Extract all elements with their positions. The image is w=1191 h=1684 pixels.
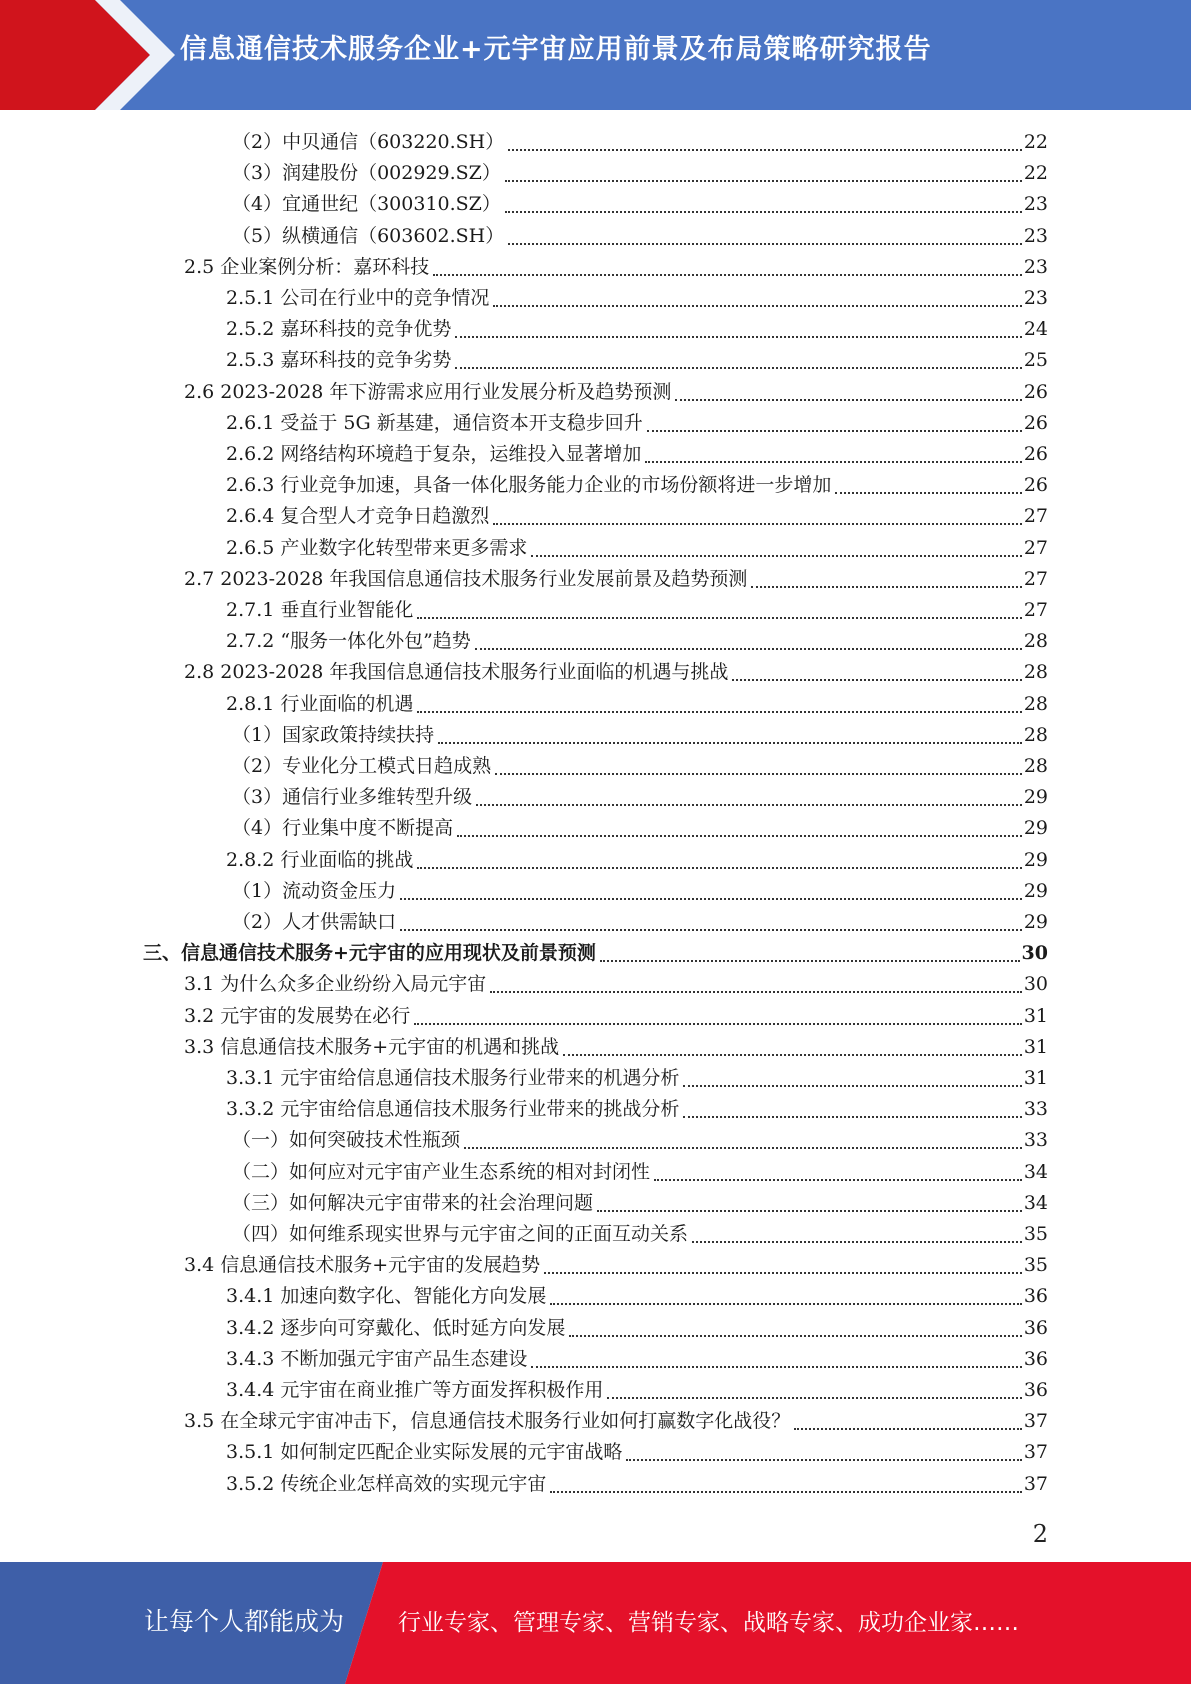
toc-entry[interactable] — [232, 720, 1048, 751]
toc-dot-leader — [607, 1396, 1021, 1399]
toc-entry-page: 24 — [1023, 318, 1048, 341]
toc-entry-title: 3.5 在全球元宇宙冲击下，信息通信技术服务行业如何打赢数字化战役？ — [184, 1410, 791, 1433]
toc-dot-leader — [475, 647, 1022, 650]
toc-entry-title: 3.3 信息通信技术服务+元宇宙的机遇和挑战 — [184, 1035, 560, 1058]
toc-dot-leader — [531, 1365, 1021, 1368]
toc-entry-title: 2.7.1 垂直行业智能化 — [226, 599, 414, 621]
toc-entry-page: 29 — [1023, 786, 1048, 809]
toc-entry-page: 28 — [1023, 692, 1048, 715]
toc-entry-title: 3.4.1 加速向数字化、智能化方向发展 — [226, 1285, 547, 1308]
toc-dot-leader — [732, 678, 1021, 681]
toc-dot-leader — [751, 585, 1021, 588]
toc-entry[interactable] — [226, 501, 1048, 532]
toc-entry-page: 23 — [1023, 193, 1048, 216]
toc-dot-leader — [835, 491, 1021, 494]
toc-entry-page: 26 — [1023, 380, 1048, 403]
toc-entry-title: 2.6.5 产业数字化转型带来更多需求 — [226, 536, 528, 559]
toc-entry-title: 2.6.4 复合型人才竞争日趋激烈 — [226, 505, 490, 528]
toc-entry-title: 2.5.1 公司在行业中的竞争情况 — [226, 287, 490, 309]
toc-entry[interactable] — [226, 345, 1048, 376]
report-title: 信息通信技术服务企业+元宇宙应用前景及布局策略研究报告 — [180, 34, 932, 65]
toc-entry-page: 29 — [1023, 848, 1048, 871]
toc-entry-page: 27 — [1023, 599, 1048, 621]
toc-entry[interactable] — [226, 470, 1048, 501]
toc-entry-title: 2.5.2 嘉环科技的竞争优势 — [226, 318, 452, 341]
toc-entry[interactable] — [226, 689, 1048, 720]
toc-dot-leader — [550, 1490, 1021, 1493]
toc-entry[interactable] — [226, 1313, 1048, 1344]
toc-entry[interactable] — [226, 439, 1048, 470]
toc-entry-page: 26 — [1023, 443, 1048, 465]
toc-entry[interactable] — [232, 1157, 1048, 1188]
toc-entry-title: 三、信息通信技术服务+元宇宙的应用现状及前景预测 — [143, 942, 596, 965]
toc-dot-leader — [508, 242, 1022, 245]
toc-dot-leader — [433, 273, 1022, 276]
toc-entry-page: 30 — [1023, 973, 1048, 996]
toc-entry-title: 2.8.2 行业面临的挑战 — [226, 848, 414, 871]
toc-dot-leader — [490, 990, 1022, 993]
toc-entry-title: （2）人才供需缺口 — [232, 911, 397, 933]
toc-entry-page: 35 — [1023, 1254, 1048, 1277]
toc-dot-leader — [476, 803, 1022, 806]
toc-entry-page: 26 — [1023, 474, 1048, 497]
toc-entry[interactable] — [226, 1344, 1048, 1375]
toc-entry-title: 3.3.1 元宇宙给信息通信技术服务行业带来的机遇分析 — [226, 1067, 680, 1089]
toc-entry[interactable] — [232, 876, 1048, 907]
footer-slogan-right: 行业专家、管理专家、营销专家、战略专家、成功企业家…… — [398, 1610, 1019, 1636]
toc-dot-leader — [597, 1209, 1022, 1212]
toc-entry[interactable] — [226, 1469, 1048, 1500]
toc-dot-leader — [794, 1427, 1022, 1430]
toc-entry-title: （3）润建股份（002929.SZ） — [232, 162, 501, 185]
toc-entry[interactable] — [226, 1375, 1048, 1406]
toc-dot-leader — [550, 1302, 1021, 1305]
toc-entry-title: 3.4.3 不断加强元宇宙产品生态建设 — [226, 1347, 528, 1370]
toc-entry[interactable] — [184, 1001, 1048, 1032]
toc-entry[interactable] — [226, 1281, 1048, 1312]
toc-entry-title: 3.4 信息通信技术服务+元宇宙的发展趋势 — [184, 1254, 541, 1277]
toc-entry[interactable] — [232, 158, 1048, 189]
toc-dot-leader — [563, 1053, 1022, 1056]
toc-entry-title: （四）如何维系现实世界与元宇宙之间的正面互动关系 — [232, 1223, 689, 1245]
toc-entry[interactable] — [226, 845, 1048, 876]
header-banner — [0, 0, 1191, 110]
toc-dot-leader — [417, 866, 1021, 869]
toc-entry[interactable] — [184, 1032, 1048, 1063]
toc-entry[interactable] — [226, 283, 1048, 314]
toc-entry-page: 37 — [1023, 1441, 1048, 1464]
toc-entry[interactable] — [226, 314, 1048, 345]
toc-dot-leader — [414, 1022, 1022, 1025]
toc-entry-page: 30 — [1021, 942, 1048, 965]
toc-dot-leader — [417, 616, 1021, 619]
toc-dot-leader — [675, 398, 1021, 401]
toc-dot-leader — [645, 460, 1021, 463]
toc-entry-title: 2.5 企业案例分析：嘉环科技 — [184, 255, 430, 278]
toc-entry-title: 2.6 2023-2028 年下游需求应用行业发展分析及趋势预测 — [184, 380, 672, 403]
toc-entry-title: （3）通信行业多维转型升级 — [232, 786, 473, 809]
toc-entry-page: 23 — [1023, 255, 1048, 278]
toc-entry-page: 36 — [1023, 1285, 1048, 1308]
toc-dot-leader — [600, 959, 1020, 962]
toc-entry[interactable] — [226, 595, 1048, 626]
toc-entry-page: 27 — [1023, 536, 1048, 559]
toc-entry[interactable] — [232, 127, 1048, 158]
toc-entry[interactable] — [184, 969, 1048, 1000]
toc-dot-leader — [455, 335, 1021, 338]
toc-entry[interactable] — [184, 252, 1048, 283]
toc-entry-page: 23 — [1023, 287, 1048, 309]
toc-entry[interactable] — [232, 1219, 1048, 1250]
toc-dot-leader — [626, 1458, 1021, 1461]
toc-entry-page: 23 — [1023, 224, 1048, 247]
toc-entry-title: （1）国家政策持续扶持 — [232, 723, 435, 746]
toc-dot-leader — [505, 210, 1022, 213]
toc-entry-title: （2）专业化分工模式日趋成熟 — [232, 755, 492, 777]
toc-entry-title: （二）如何应对元宇宙产业生态系统的相对封闭性 — [232, 1160, 651, 1183]
toc-entry[interactable] — [232, 189, 1048, 220]
footer-banner — [0, 1562, 1191, 1684]
toc-entry-title: 2.6.2 网络结构环境趋于复杂，运维投入显著增加 — [226, 443, 642, 465]
toc-entry-title: 3.3.2 元宇宙给信息通信技术服务行业带来的挑战分析 — [226, 1098, 680, 1121]
toc-entry[interactable] — [232, 751, 1048, 782]
toc-entry-page: 34 — [1023, 1191, 1048, 1214]
toc-entry[interactable] — [184, 1250, 1048, 1281]
toc-entry-title: 3.1 为什么众多企业纷纷入局元宇宙 — [184, 973, 487, 996]
toc-dot-leader — [438, 741, 1022, 744]
toc-dot-leader — [400, 928, 1022, 931]
toc-entry-title: 3.5.1 如何制定匹配企业实际发展的元宇宙战略 — [226, 1441, 623, 1464]
toc-dot-leader — [569, 1334, 1021, 1337]
toc-entry[interactable] — [184, 1406, 1048, 1437]
toc-entry-page: 28 — [1023, 661, 1048, 684]
toc-entry[interactable] — [226, 626, 1048, 657]
toc-entry-page: 35 — [1023, 1223, 1048, 1245]
toc-entry-page: 31 — [1023, 1004, 1048, 1027]
toc-entry-title: 2.5.3 嘉环科技的竞争劣势 — [226, 349, 452, 372]
toc-dot-leader — [493, 304, 1021, 307]
toc-entry[interactable] — [226, 1437, 1048, 1468]
toc-dot-leader — [692, 1240, 1022, 1243]
toc-dot-leader — [683, 1084, 1021, 1087]
toc-entry-page: 34 — [1023, 1160, 1048, 1183]
toc-entry[interactable] — [184, 657, 1048, 688]
toc-entry[interactable] — [232, 221, 1048, 252]
footer-slogan-left: 让每个人都能成为 — [144, 1607, 345, 1636]
toc-entry-page: 36 — [1023, 1316, 1048, 1339]
toc-entry[interactable] — [232, 1125, 1048, 1156]
page-number: 2 — [1032, 1520, 1048, 1548]
toc-dot-leader — [544, 1271, 1022, 1274]
toc-entry-page: 25 — [1023, 349, 1048, 372]
toc-dot-leader — [455, 366, 1021, 369]
toc-entry[interactable] — [232, 813, 1048, 844]
toc-dot-leader — [493, 522, 1021, 525]
toc-entry-title: 2.7 2023-2028 年我国信息通信技术服务行业发展前景及趋势预测 — [184, 567, 748, 590]
toc-entry[interactable] — [226, 1094, 1048, 1125]
toc-entry-page: 37 — [1023, 1410, 1048, 1433]
toc-entry-page: 33 — [1023, 1129, 1048, 1152]
toc-entry[interactable] — [184, 377, 1048, 408]
toc-entry-title: 3.5.2 传统企业怎样高效的实现元宇宙 — [226, 1472, 547, 1495]
toc-entry-title: 3.2 元宇宙的发展势在必行 — [184, 1004, 411, 1027]
toc-dot-leader — [495, 772, 1022, 775]
toc-dot-leader — [654, 1178, 1022, 1181]
toc-entry-page: 27 — [1023, 567, 1048, 590]
toc-entry-page: 31 — [1023, 1035, 1048, 1058]
toc-entry-page: 29 — [1023, 911, 1048, 933]
toc-entry[interactable] — [226, 1063, 1048, 1094]
toc-dot-leader — [531, 554, 1021, 557]
toc-entry[interactable] — [232, 1188, 1048, 1219]
toc-entry-page: 22 — [1023, 131, 1048, 153]
toc-entry[interactable] — [226, 408, 1048, 439]
toc-entry-title: 2.6.3 行业竞争加速，具备一体化服务能力企业的市场份额将进一步增加 — [226, 474, 832, 497]
toc-dot-leader — [457, 834, 1022, 837]
toc-entry-title: 2.8.1 行业面临的机遇 — [226, 692, 414, 715]
toc-entry[interactable] — [232, 907, 1048, 938]
toc-entry-title: 2.8 2023-2028 年我国信息通信技术服务行业面临的机遇与挑战 — [184, 661, 729, 684]
toc-entry-title: 2.6.1 受益于 5G 新基建，通信资本开支稳步回升 — [226, 411, 643, 434]
toc-entry[interactable] — [226, 533, 1048, 564]
toc-entry-title: （一）如何突破技术性瓶颈 — [232, 1129, 461, 1152]
toc-entry[interactable] — [143, 938, 1048, 969]
toc-entry-title: 3.4.4 元宇宙在商业推广等方面发挥积极作用 — [226, 1379, 604, 1401]
toc-entry-title: （4）宜通世纪（300310.SZ） — [232, 193, 501, 216]
toc-entry-page: 33 — [1023, 1098, 1048, 1121]
toc-entry-title: （5）纵横通信（603602.SH） — [232, 224, 505, 247]
toc-entry-page: 28 — [1023, 755, 1048, 777]
toc-dot-leader — [505, 179, 1022, 182]
toc-entry-page: 27 — [1023, 505, 1048, 528]
toc-entry-title: （三）如何解决元宇宙带来的社会治理问题 — [232, 1191, 594, 1214]
toc-dot-leader — [417, 710, 1021, 713]
toc-entry[interactable] — [232, 782, 1048, 813]
toc-entry-page: 29 — [1023, 817, 1048, 840]
toc-entry-page: 37 — [1023, 1472, 1048, 1495]
toc-entry-title: （1）流动资金压力 — [232, 879, 397, 902]
toc-entry-page: 26 — [1023, 411, 1048, 434]
toc-entry-title: （4）行业集中度不断提高 — [232, 817, 454, 840]
toc-entry-page: 29 — [1023, 879, 1048, 902]
toc-entry-title: （2）中贝通信（603220.SH） — [232, 131, 505, 153]
toc-entry-page: 28 — [1023, 723, 1048, 746]
toc-entry-page: 36 — [1023, 1347, 1048, 1370]
toc-dot-leader — [683, 1115, 1021, 1118]
toc-dot-leader — [464, 1146, 1022, 1149]
toc-entry-page: 22 — [1023, 162, 1048, 185]
toc-entry-page: 28 — [1023, 630, 1048, 653]
toc-dot-leader — [400, 897, 1022, 900]
toc-entry-title: 2.7.2 “服务一体化外包”趋势 — [226, 630, 471, 653]
toc-dot-leader — [647, 429, 1022, 432]
toc-entry[interactable] — [184, 564, 1048, 595]
toc-entry-title: 3.4.2 逐步向可穿戴化、低时延方向发展 — [226, 1316, 566, 1339]
toc-entry-page: 31 — [1023, 1067, 1048, 1089]
toc-entry-page: 36 — [1023, 1379, 1048, 1401]
toc-dot-leader — [508, 148, 1022, 151]
